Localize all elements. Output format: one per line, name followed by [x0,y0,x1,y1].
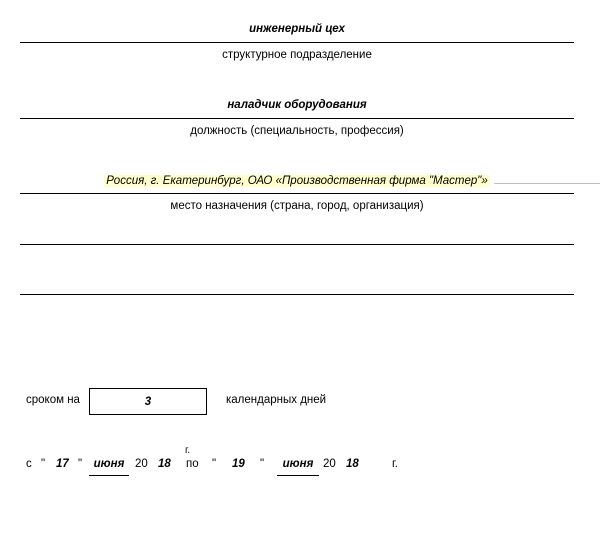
position-rule [20,118,574,119]
to-label: по [186,458,199,470]
to-month[interactable]: июня [277,458,319,476]
department-caption: структурное подразделение [222,49,372,61]
to-year[interactable]: 18 [346,458,359,470]
from-century: 20 [135,458,148,470]
from-open-quote: " [41,458,46,470]
from-year[interactable]: 18 [158,458,171,470]
destination-row [20,175,574,187]
year-mark: г. [185,445,191,456]
from-close-quote: " [78,458,83,470]
department-value[interactable]: инженерный цех [249,23,345,35]
term-suffix: календарных дней [226,394,327,406]
destination-overflow-line [494,183,600,184]
destination-caption: место назначения (страна, город, организация) [170,200,424,212]
to-century: 20 [323,458,336,470]
blank-rule-2 [20,294,574,295]
from-month[interactable]: июня [89,458,129,476]
to-day[interactable]: 19 [232,458,245,470]
position-caption: должность (специальность, профессия) [190,125,404,137]
end-year-mark: г. [392,458,398,470]
from-day[interactable]: 17 [56,458,69,470]
to-open-quote: " [212,458,217,470]
destination-value[interactable]: Россия, г. Екатеринбург, ОАО «Производственная фирма "Мастер"» [106,175,488,187]
blank-rule-1 [20,244,574,245]
to-close-quote: " [260,458,265,470]
term-prefix: сроком на [26,394,80,406]
destination-rule [20,193,574,194]
position-value[interactable]: наладчик оборудования [227,99,367,111]
from-label: с [26,458,32,470]
department-rule [20,42,574,43]
term-days-field[interactable]: 3 [89,388,207,415]
